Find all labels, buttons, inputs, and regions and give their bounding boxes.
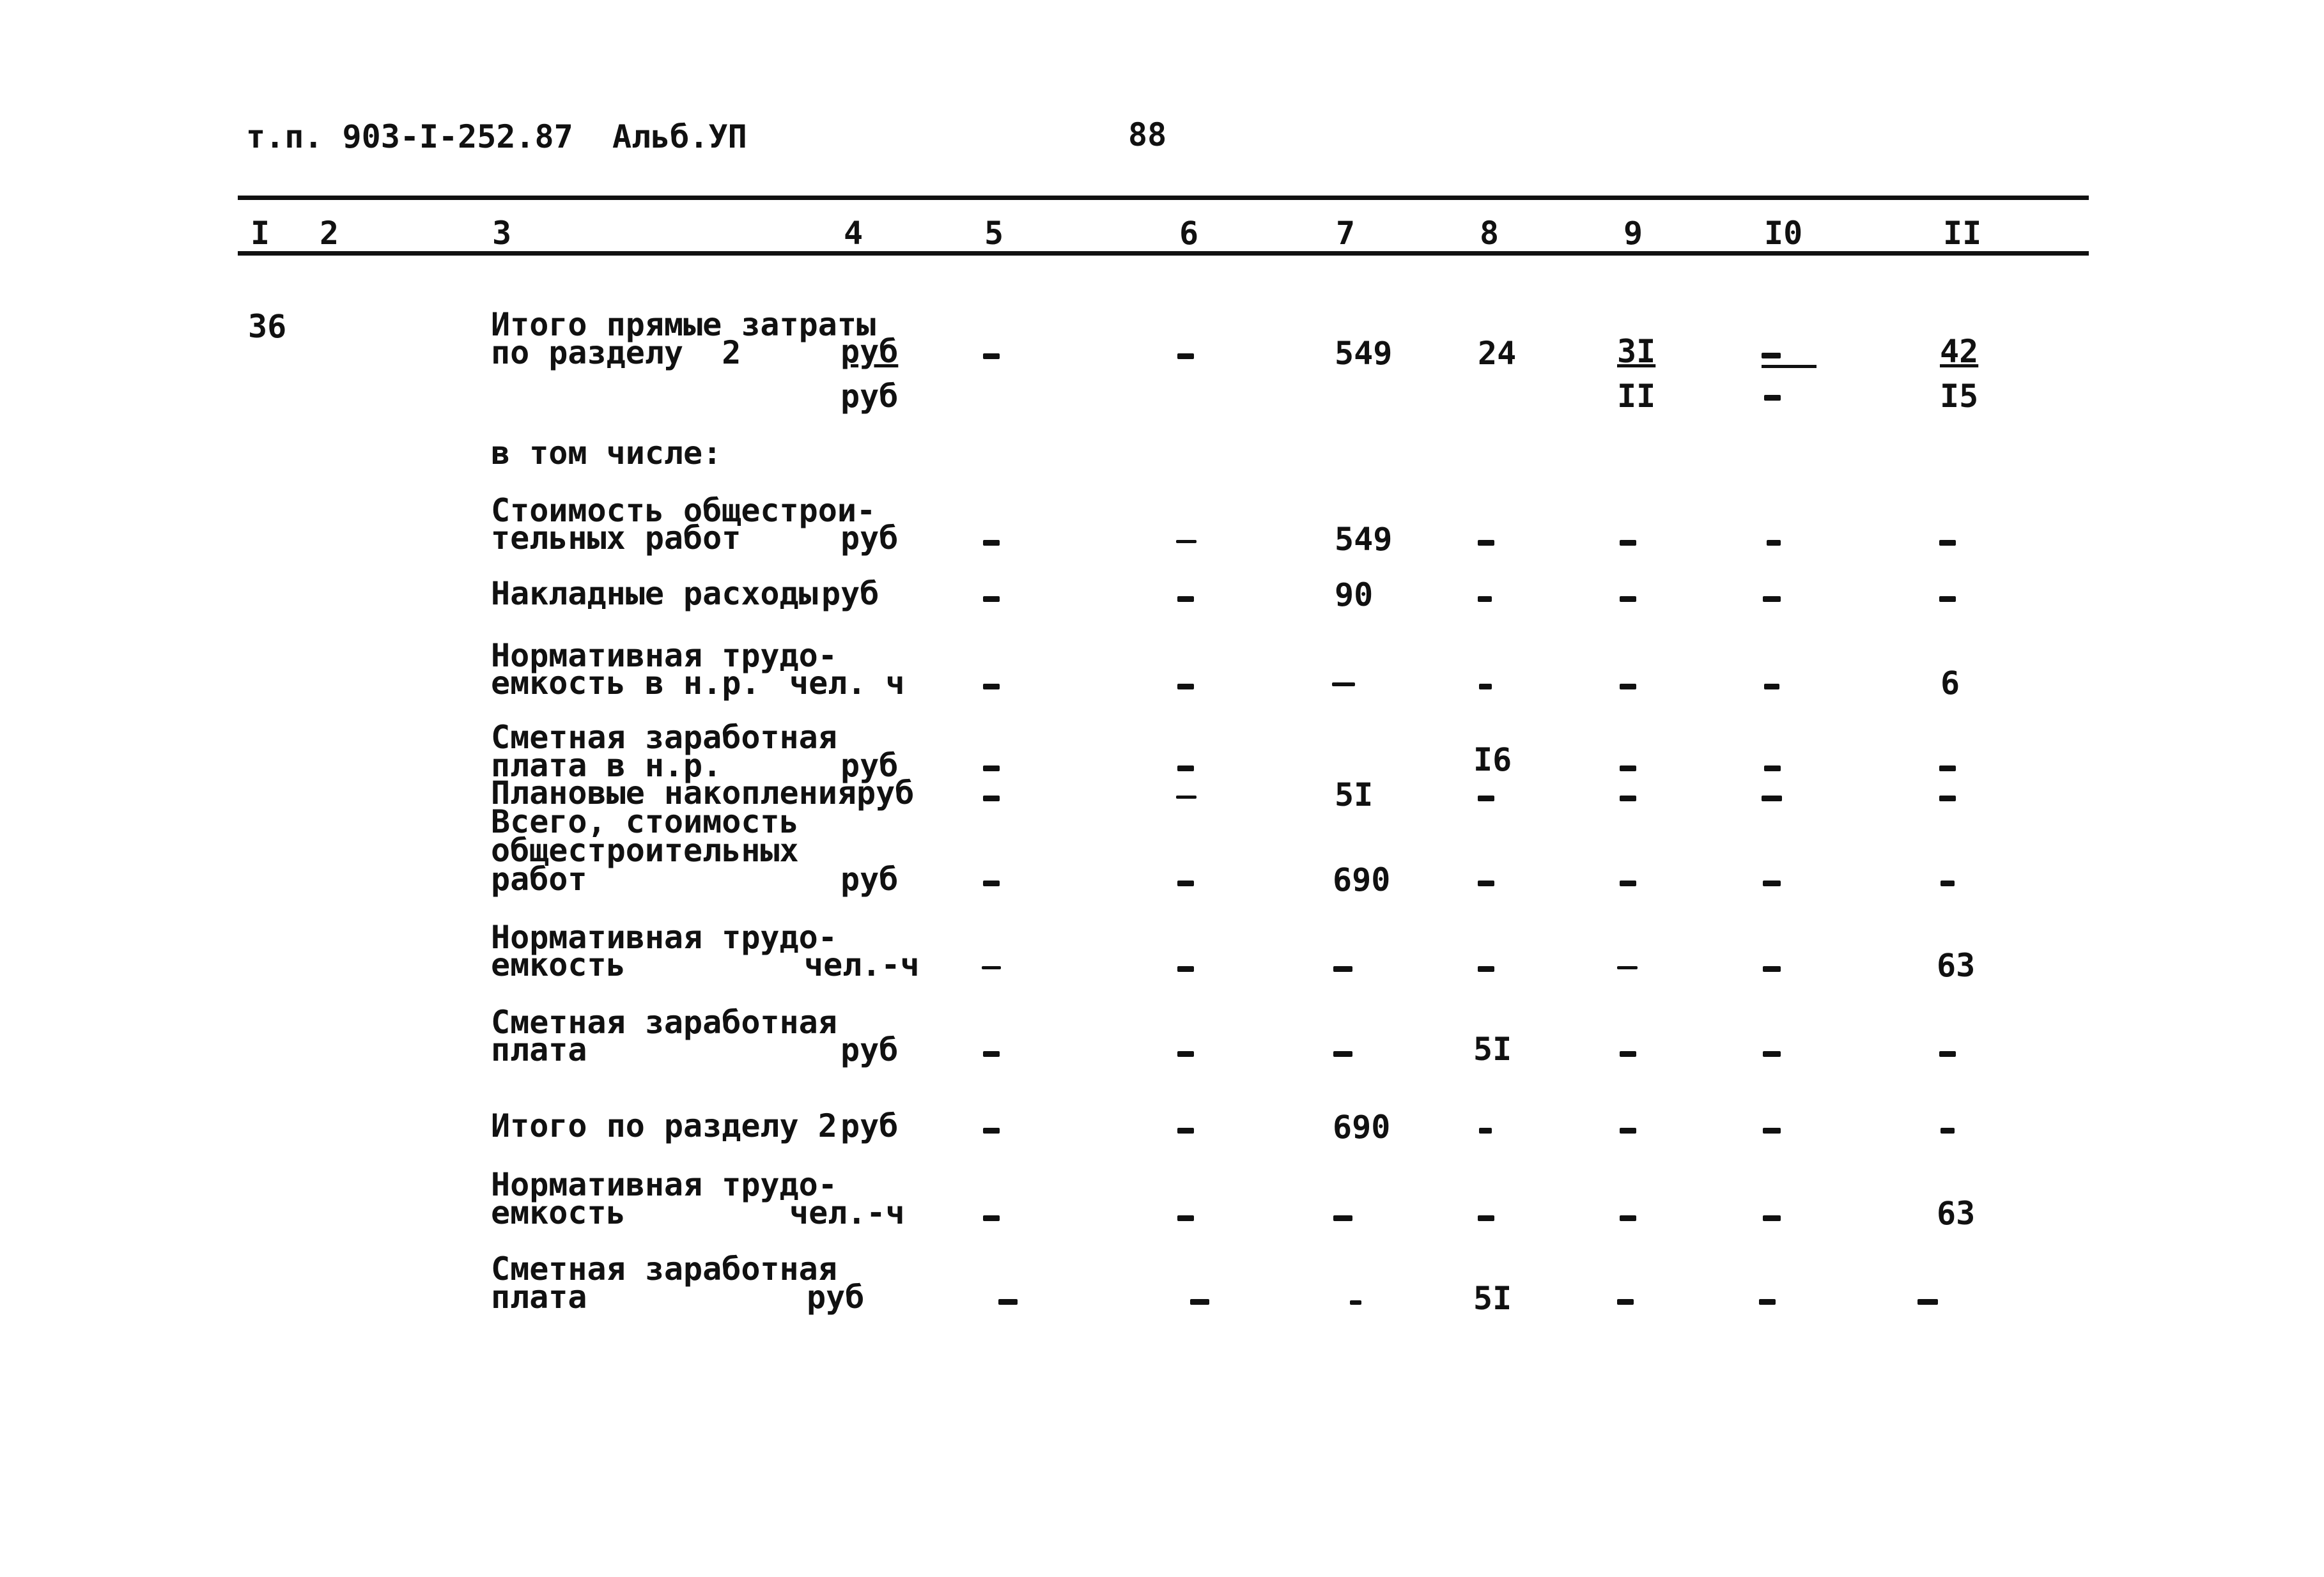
empty-cell-dash [1177,596,1194,602]
empty-cell-dash [983,596,1000,602]
row-number: 36 [248,308,287,345]
cell-value: 5I [1473,1280,1512,1317]
empty-cell-dash [1764,395,1781,401]
empty-cell-dash [1763,966,1781,972]
empty-cell-dash [1764,684,1779,689]
cell-value: 63 [1937,1195,1976,1232]
cell-value: 549 [1335,335,1393,372]
empty-cell-dash [1762,796,1782,801]
cell-value: 5I [1473,1031,1512,1068]
row-label-line: Итого прямые затраты [491,306,876,343]
empty-cell-dash [1763,881,1781,886]
row-label-line: плата [491,1031,587,1068]
row-label-line: Сметная заработная [491,1250,837,1288]
empty-cell-dash [1620,1128,1636,1134]
empty-cell-dash [1767,540,1781,546]
empty-cell-dash [1478,881,1494,886]
empty-cell-dash [1759,1299,1776,1305]
cell-value: 24 [1478,335,1517,372]
empty-cell-dash [1177,684,1194,689]
row-label-line: плата в н.р. [491,747,722,784]
unit-label: руб [807,1279,865,1316]
empty-cell-dash [982,966,1001,969]
column-header-2: 2 [320,215,339,252]
empty-cell-dash [998,1299,1018,1305]
empty-cell-dash [1763,1128,1781,1134]
column-header-3: 3 [492,215,512,252]
fraction-bar [1762,365,1817,368]
row-label-line: Всего, стоимость [491,803,799,840]
unit-label: руб [856,774,915,812]
empty-cell-dash [983,1128,1000,1134]
cell-value: 63 [1937,947,1976,984]
empty-cell-dash [1177,881,1194,886]
row-label-line: плата [491,1279,587,1316]
column-header-1: I [251,215,270,252]
empty-cell-dash [1939,540,1956,546]
empty-cell-dash [1764,765,1781,771]
empty-cell-dash [1620,1215,1636,1221]
empty-cell-dash [1478,966,1494,972]
empty-cell-dash [1917,1299,1938,1305]
empty-cell-dash [1478,1215,1494,1221]
cell-value: II [1617,378,1656,415]
unit-label: руб [841,1107,899,1144]
empty-cell-dash [983,1051,1000,1057]
empty-cell-dash [983,796,1000,801]
empty-cell-dash [1620,765,1636,771]
row-label-line: Стоимость общестрои- [491,492,876,529]
empty-cell-dash [1479,684,1492,689]
empty-cell-dash [983,881,1000,886]
row-label-line: Нормативная трудо- [491,637,837,674]
empty-cell-dash [983,765,1000,771]
row-label-line: Нормативная трудо- [491,919,837,956]
empty-cell-dash [983,353,1000,359]
column-header-5: 5 [984,215,1004,252]
row-label-line: емкость [491,946,626,983]
unit-label: руб [841,747,899,784]
empty-cell-dash [1941,1128,1955,1134]
row-label-line: тельных работ [491,519,741,557]
empty-cell-dash [1939,765,1956,771]
row-label-line: Плановые накопления [491,774,856,812]
empty-cell-dash [1176,796,1197,799]
row-label-line: Сметная заработная [491,1004,837,1041]
empty-cell-dash [1620,596,1636,602]
unit-label: чел.-ч [804,946,920,983]
empty-cell-dash [1176,540,1197,543]
cell-value: 90 [1335,576,1374,613]
column-header-11: II [1943,215,1982,252]
empty-cell-dash [1333,1215,1352,1221]
cell-value: I5 [1940,378,1979,415]
column-header-7: 7 [1336,215,1356,252]
empty-cell-dash [1617,966,1638,969]
cell-value: 690 [1333,1109,1391,1146]
empty-cell-dash [983,1215,1000,1221]
cell-value: 6 [1941,665,1960,702]
empty-cell-dash [1332,682,1355,686]
column-header-10: I0 [1764,215,1803,252]
unit-label: чел.-ч [789,1194,905,1231]
unit-label: руб [841,378,899,415]
row-label-line: Нормативная трудо- [491,1166,837,1203]
row-label-line: Накладные расходы [491,575,818,612]
row-label-line: по разделу 2 [491,334,741,371]
empty-cell-dash [1620,540,1636,546]
empty-cell-dash [1939,1051,1956,1057]
empty-cell-dash [1478,796,1494,801]
empty-cell-dash [1763,1215,1781,1221]
empty-cell-dash [1478,540,1494,546]
row-label-line: Итого по разделу 2 [491,1107,837,1144]
empty-cell-dash [1177,353,1194,359]
cell-value: 5I [1335,776,1374,813]
empty-cell-dash [1177,765,1194,771]
empty-cell-dash [1177,1128,1194,1134]
empty-cell-dash [1620,796,1636,801]
empty-cell-dash [1177,1051,1194,1057]
cell-value: 549 [1335,521,1393,558]
cell-value: 42 [1940,333,1979,370]
column-header-9: 9 [1623,215,1643,252]
empty-cell-dash [983,684,1000,689]
column-header-6: 6 [1179,215,1199,252]
empty-cell-dash [1763,1051,1781,1057]
row-label-line: емкость [491,1194,626,1231]
page-number: 88 [1128,116,1167,153]
including-label: в том числе: [491,435,722,472]
empty-cell-dash [1939,596,1956,602]
empty-cell-dash [1939,796,1956,801]
empty-cell-dash [1620,684,1636,689]
row-label-line: работ [491,861,587,898]
unit-label: чел. ч [789,665,905,702]
table-header-rule [238,251,2089,256]
column-header-8: 8 [1480,215,1499,252]
empty-cell-dash [1479,1128,1492,1134]
table-top-rule [238,196,2089,200]
album-label: Альб.УП [612,118,747,155]
empty-cell-dash [1620,1051,1636,1057]
empty-cell-dash [1350,1300,1361,1305]
empty-cell-dash [1177,966,1194,972]
empty-cell-dash [1333,966,1352,972]
empty-cell-dash [1941,881,1955,886]
cell-value: 3I [1617,333,1656,370]
empty-cell-dash [1763,596,1781,602]
empty-cell-dash [1177,1215,1194,1221]
empty-cell-dash [1333,1051,1352,1057]
document-code: т.п. 903-I-252.87 [246,118,573,155]
cell-value: 690 [1333,861,1391,898]
unit-label: руб [841,519,899,557]
empty-cell-dash [1762,353,1781,358]
row-label-line: общестроительных [491,832,799,869]
column-header-4: 4 [844,215,864,252]
unit-label: руб [841,333,899,370]
empty-cell-dash [1190,1299,1209,1305]
row-label-line: Сметная заработная [491,719,837,756]
cell-value: I6 [1473,741,1512,778]
empty-cell-dash [983,540,1000,546]
unit-label: руб [821,575,879,612]
empty-cell-dash [1617,1299,1634,1305]
unit-label: руб [841,1031,899,1068]
empty-cell-dash [1478,596,1492,602]
unit-label: руб [841,861,899,898]
empty-cell-dash [1620,881,1636,886]
row-label-line: емкость в н.р. [491,665,761,702]
